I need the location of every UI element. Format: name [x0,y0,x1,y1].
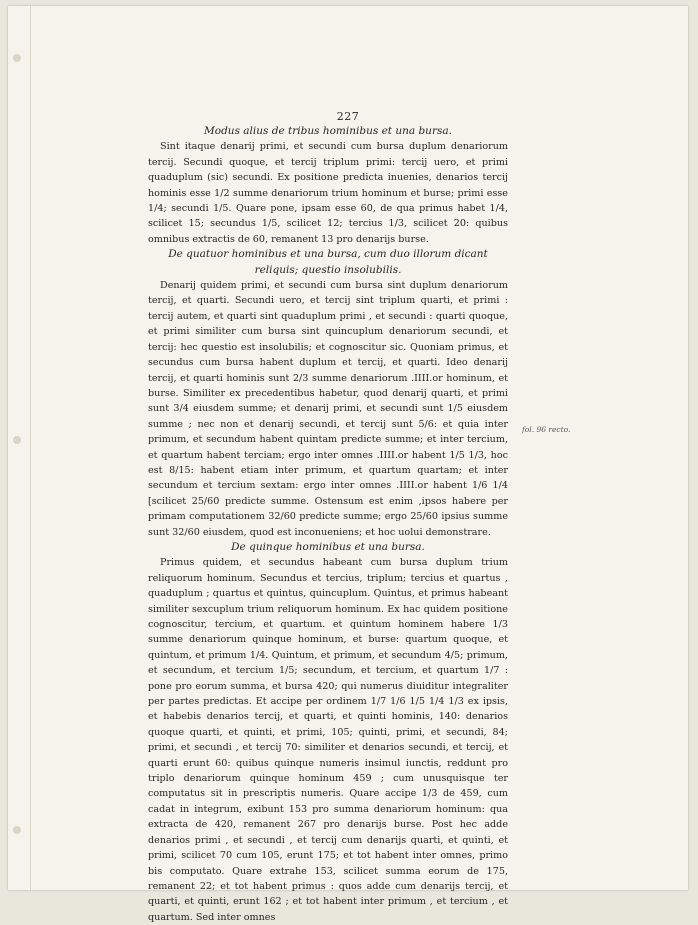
binding-hole [13,436,21,444]
binding-hole [13,54,21,62]
main-text [148,124,508,925]
page-number: 227 [336,110,360,123]
section-body: Primus quidem, et secundus habeant cum bursa duplum trium reliquorum hominum. Secundus et tercius, triplum; tercius et quartus , quaduplum ; quartus et quintus, quincuplum. Quintus, et primus habeant similiter sexcuplum trium reliquorum hominum. Ex hac quidem positione cognoscitur, tercium, et quartum. et quintum hominem habere 1/3 summe denariorum quinque hominum, et burse: quartum quoque, et quintum, et primum 1/4. Quintum, et primum, et secundum 4/5; primum, et secundum, et tercium 1/5; secundum, et tercium, et quartum 1/7 : pone pro eorum summa, et bursa 420; qui numerus diuiditur integraliter per partes predictas. Et accipe per ordinem 1/7 1/6 1/5 1/4 1/3 ex ipsis, et habebis denarios tercij, et quarti, et quinti hominis, 140: denarios quoque quarti, et quinti, et primi, 105; quinti, primi, et secundi, 84; primi, et secundi , et tercij 70: similiter et denarios secundi, et tercij, et quarti erunt 60: quibus quinque numeris insimul iunctis, reddunt pro triplo denariorum quinque hominum 459 ; cum unusquisque ter computatus sit in prescriptis numeris. Quare accipe 1/3 de 459, cum cadat in integrum, exibunt 153 pro summa denariorum hominum: qua extracta de 420, remanent 267 pro denarijs burse. Post hec adde denarios primi , et secundi , et tercij cum denarijs quarti, et quinti, et primi, scilicet 70 cum 105, erunt 175; et tot habent inter omnes, primo bis computato. Quare extrahe 153, scilicet summa eorum de 175, remanent 22; et tot habent primus : quos adde cum denarijs tercij, et quarti, et quinti, erunt 162 ; et tot habent inter primum , et tercium , et quartum. Sed inter omnes [148,557,508,923]
section-heading: De quatuor hominibus et una bursa, cum duo illorum dicant reliquis; questio insolubilis. [168,248,488,276]
section-heading: Modus alius de tribus hominibus et una bursa. [204,125,452,137]
binding-hole [13,826,21,834]
margin-note: fol. 96 recto. [522,425,571,434]
section-heading: De quinque hominibus et una bursa. [231,540,425,553]
section-body: Denarij quidem primi, et secundi cum bursa sint duplum denariorum tercij, et quarti. Secundi uero, et tercij sint triplum quarti, et primi : tercij autem, et quarti sint quaduplum primi , et secundi : quarti quoque, et primi similiter cum bursa sint quincuplum denariorum secundi, et tercij: hec questio est insolubilis; et cognoscitur sic. Quoniam primus, et secundus cum bursa habent duplum et tercij, et quarti. Ideo denarij tercij, et quarti hominis sunt 2/3 summe denariorum .IIII.or hominum, et burse. Similiter ex precedentibus habetur, quod denarij quarti, et primi sunt 3/4 eiusdem summe; et denarij primi, et secundi sunt 1/5 eiusdem summe ; nec non et denarij secundi, et tercij sunt 5/6: et quia inter primum, et secundum habent quintam predicte summe; et inter tercium, et quartum habent terciam; ergo inter omnes .IIII.or habent 1/5 1/3, hoc est 8/15: habent etiam inter primum, et quartum quartam; et inter secundum et tercium sextam: ergo inter omnes .IIII.or habent 1/6 1/4 [scilicet 25/60 predicte summe. Ostensum est enim ,ipsos habere per primam computationem 32/60 predicte summe; ergo 25/60 ipsius summe sunt 32/60 eiusdem, quod est inconueniens; et hoc uolui demonstrare. [148,280,508,538]
book-page [8,6,688,923]
section-body: Sint itaque denarij primi, et secundi cum bursa duplum denariorum tercij. Secundi quoque, et tercij triplum primi: tercij uero, et primi quaduplum (sic) secundi. Ex positione predicta inuenies, denarios tercij hominis esse 1/2 summe denariorum trium hominum et burse; primi esse 1/4; secundi 1/5. Quare pone, ipsam esse 60, de qua primus habet 1/4, scilicet 15; secundus 1/5, scilicet 12; tercius 1/3, scilicet 20: quibus omnibus extractis de 60, remanent 13 pro denarijs burse. [148,141,508,245]
page-gutter [8,6,31,890]
